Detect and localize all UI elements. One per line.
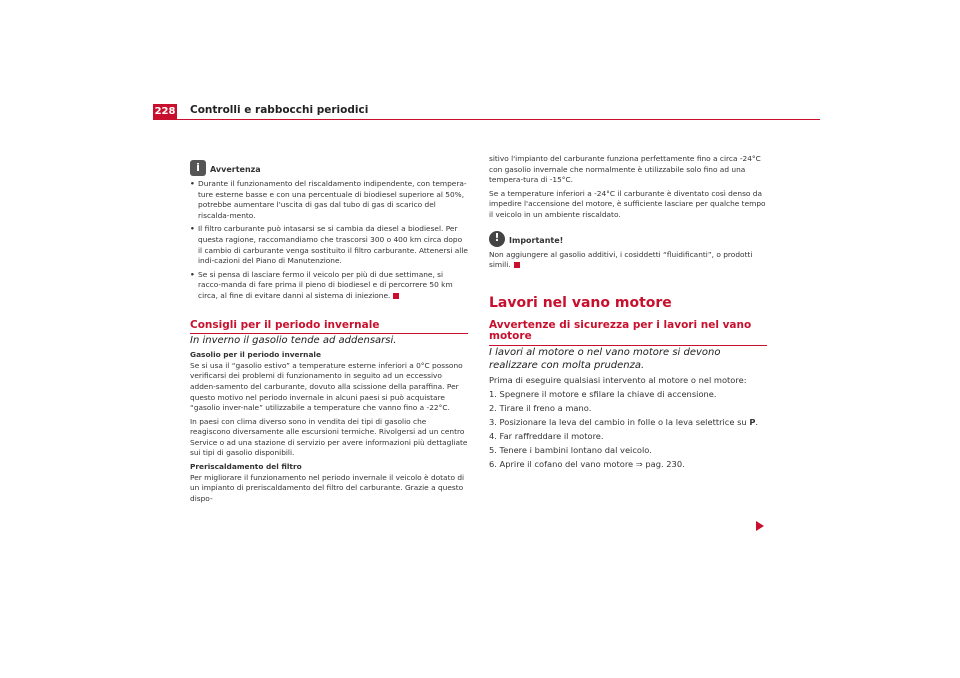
step-6[interactable]: 6. Aprire il cofano del vano motore ⇒ pag. 230.	[489, 458, 685, 469]
warning-bullet-2: • Il filtro carburante può intasarsi se si cambia da diesel a biodiesel. Per questa ragione, raccomandiamo che trascorsi 300 o 400 km circa dopo il cambio di carburante venga sostituito il filtro carburante. Attenersi alle indi-cazioni del Piano di Manutenzione.	[190, 224, 468, 266]
step-4: 4. Far raffreddare il motore.	[489, 430, 604, 441]
exclamation-icon: !	[489, 231, 505, 247]
section-title-winter: Consigli per il periodo invernale	[190, 320, 468, 335]
left-column	[190, 160, 468, 507]
important-text	[489, 250, 767, 271]
step-1: 1. Spegnere il motore e sfilare la chiave di accensione.	[489, 388, 717, 399]
end-mark-icon	[393, 293, 399, 299]
step-2: 2. Tirare il freno a mano.	[489, 402, 592, 413]
page-header-title: Controlli e rabbocchi periodici	[190, 104, 369, 116]
warning-bullet-1: • Durante il funzionamento del riscaldamento indipendente, con tempera-ture esterne basse e con una percentuale di biodiesel superiore al 50%, potrebbe aumentare l'uscita di gas dal tubo di gas di scarico del riscalda-mento.	[190, 179, 468, 221]
section-lead-safety: I lavori al motore o nel vano motore si devono realizzare con molta prudenza.	[489, 346, 721, 371]
section-title-safety: Avvertenze di sicurezza per i lavori nel vano motore	[489, 320, 767, 345]
right-column	[489, 154, 767, 473]
paragraph-continued: sitivo l'impianto del carburante funziona perfettamente fino a circa -24°C con gasolio invernale che normalmente è utilizzabile solo fino ad una tempera-tura di -15°C.	[489, 154, 761, 185]
step-3-text: 3. Posizionare la leva del cambio in folle o la leva selettrice su	[489, 416, 747, 427]
step-3	[489, 417, 767, 428]
warning-bullet-3	[190, 270, 468, 302]
header-rule	[153, 119, 820, 120]
subheading-winter-diesel: Gasolio per il periodo invernale	[190, 350, 321, 360]
important-text-body: Non aggiungere al gasolio additivi, i cosiddetti “fluidificanti”, o prodotti simili.	[489, 249, 753, 270]
steps-intro: Prima di eseguire qualsiasi intervento al motore o nel motore:	[489, 374, 747, 385]
step-3-end: .	[755, 416, 759, 427]
subheading-filter-preheat: Preriscaldamento del filtro	[190, 462, 302, 472]
step-5: 5. Tenere i bambini lontano dal veicolo.	[489, 444, 652, 455]
warning-info-icon: i	[190, 160, 206, 176]
warning-bullet-3-text: Se si pensa di lasciare fermo il veicolo per più di due settimane, si racco-manda di fare prima il pieno di biodiesel e di percorrere 50 km circa, al fine di evitare danni al sistema di iniezione.	[198, 269, 453, 300]
paragraph-winter-diesel-1: Se si usa il “gasolio estivo” a temperature esterne inferiori a 0°C possono verificarsi dei problemi di funzionamento in seguito ad un eccessivo adden-samento del carburante, dovuto alla scissione della paraffina. Per questo motivo nel periodo invernale in alcuni paesi si può acquistare “gasolio inver-nale” utilizzabile a temperature che vanno fino a -22°C.	[190, 360, 463, 413]
next-page-arrow-icon[interactable]	[756, 521, 764, 531]
paragraph-filter-preheat: Per migliorare il funzionamento nel periodo invernale il veicolo è dotato di un impianto di preriscaldamento del filtro del carburante. Grazie a questo dispo-	[190, 472, 465, 503]
paragraph-winter-diesel-2: In paesi con clima diverso sono in vendita dei tipi di gasolio che reagiscono diversamente alle escursioni termiche. Rivolgersi ad un centro Service o ad una stazione di servizio per avere informazioni più dettagliate sui tipi di gasolio disponibili.	[190, 416, 468, 458]
end-mark-icon	[514, 262, 520, 268]
step-3-gear: P	[749, 416, 756, 427]
section-lead-winter: In inverno il gasolio tende ad addensarsi.	[190, 335, 397, 347]
paragraph-cold-start: Se a temperature inferiori a -24°C il carburante è diventato così denso da impedire l'accensione del motore, è sufficiente lasciare per qualche tempo il veicolo in un ambiente riscaldato.	[489, 188, 766, 219]
chapter-title: Lavori nel vano motore	[489, 294, 672, 311]
important-title: Importante!	[509, 235, 564, 245]
page-number: 228	[154, 106, 176, 117]
important-header	[489, 231, 767, 247]
warning-title: Avvertenza	[210, 165, 261, 175]
warning-header	[190, 160, 468, 176]
